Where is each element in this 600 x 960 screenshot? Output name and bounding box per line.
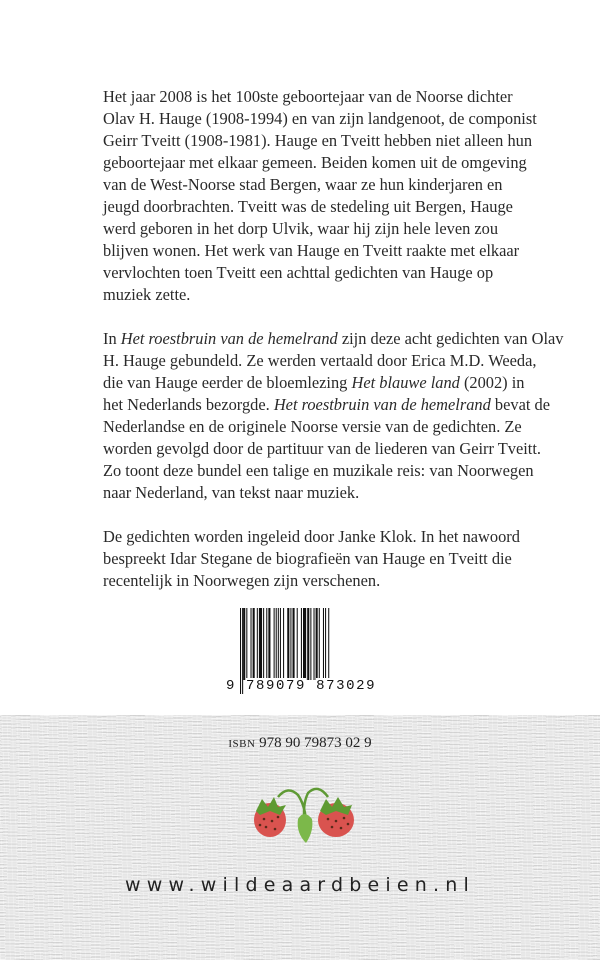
text-line [103, 394, 550, 416]
text-line [103, 460, 534, 482]
text-line [103, 548, 523, 570]
text-line [103, 240, 523, 262]
text-line [103, 262, 523, 284]
text-segment: Het jaar 2008 is het 100ste geboortejaar van de Noorse dichter [103, 87, 513, 106]
text-line [103, 86, 523, 108]
text-segment: De gedichten worden ingeleid door Janke Klok. In het nawoord [103, 527, 520, 546]
barcode-right-digits: 873029 [316, 678, 377, 694]
barcode-bar [319, 608, 320, 680]
barcode-bar [268, 608, 270, 680]
text-segment: naar Nederland, van tekst naar muziek. [103, 483, 360, 502]
barcode-bar [276, 608, 277, 680]
text-line [103, 196, 523, 218]
isbn-label: ISBN [228, 738, 256, 750]
text-line [103, 218, 523, 240]
text-segment: geboortejaar met elkaar gemeen. Beiden komen uit de omgeving [103, 153, 527, 172]
barcode-bar [301, 608, 302, 680]
text-segment: zijn deze acht gedichten van Olav [337, 329, 564, 348]
barcode-first-digit: 9 [226, 678, 237, 694]
barcode-bar [314, 608, 315, 680]
barcode-bar [274, 608, 275, 680]
barcode-bar [293, 608, 295, 680]
barcode-digits [226, 678, 386, 694]
text-segment: worden gevolgd door de partituur van de liederen van Geirr Tveitt. [103, 439, 542, 458]
barcode-bar [316, 608, 318, 680]
barcode-bar [278, 608, 279, 680]
text-segment: recentelijk in Noorwegen zijn verschenen. [103, 571, 381, 590]
text-segment: die van Hauge eerder de bloemlezing [103, 373, 352, 392]
back-cover-text [103, 86, 564, 614]
barcode [226, 604, 386, 700]
text-segment: Geirr Tveitt (1908-1981). Hauge en Tveitt hebben niet alleen hun [103, 131, 533, 150]
book-title: Het roestbruin van de hemelrand [273, 395, 491, 414]
text-line [103, 130, 533, 152]
barcode-bar [290, 608, 291, 680]
text-line [103, 152, 527, 174]
text-segment: het Nederlands bezorgde. [103, 395, 274, 414]
text-line [103, 350, 537, 372]
text-line [103, 482, 523, 504]
text-line [103, 570, 523, 592]
book-title: Het roestbruin van de hemelrand [120, 329, 338, 348]
barcode-bar [323, 608, 324, 680]
barcode-bar [263, 608, 264, 680]
text-segment: In [103, 329, 121, 348]
barcode-left-digits: 789079 [246, 678, 307, 694]
text-segment: muziek zette. [103, 285, 191, 304]
text-line [103, 328, 564, 350]
barcode-bar [287, 608, 289, 680]
barcode-bar [253, 608, 255, 680]
book-title: Het blauwe land [351, 373, 460, 392]
text-segment: Nederlandse en de originele Noorse versie van de gedichten. Ze [103, 417, 522, 436]
barcode-bar [307, 608, 309, 680]
text-segment: (2002) in [459, 373, 525, 392]
barcode-bar [257, 608, 258, 680]
paragraph [103, 328, 564, 504]
text-line [103, 438, 542, 460]
barcode-bar [251, 608, 252, 680]
text-segment: van de West-Noorse stad Bergen, waar ze hun kinderjaren en [103, 175, 503, 194]
text-segment: jeugd doorbrachten. Tveitt was de stedeling uit Bergen, Hauge [103, 197, 513, 216]
strawberries-logo-icon [248, 785, 358, 850]
text-line [103, 372, 523, 394]
isbn [0, 735, 600, 752]
text-segment: werd geboren in het dorp Ulvik, waar hij zijn hele leven zou [103, 219, 499, 238]
barcode-bar [303, 608, 306, 680]
text-line [103, 526, 523, 548]
text-segment: vervlochten toen Tveitt een achttal gedichten van Hauge op [103, 263, 494, 282]
text-segment: H. Hauge gebundeld. Ze werden vertaald door Erica M.D. Weeda, [103, 351, 537, 370]
paragraph [103, 86, 537, 306]
barcode-bar [259, 608, 262, 680]
text-segment: Zo toont deze bundel een talige en muzikale reis: van Noorwegen [103, 461, 534, 480]
barcode-bar [243, 608, 245, 680]
text-segment: bespreekt Idar Stegane de biografieën van Hauge en Tveitt die [103, 549, 512, 568]
text-line [103, 284, 523, 306]
text-segment: bevat de [490, 395, 550, 414]
publisher-url[interactable]: www.wildeaardbeien.nl [125, 874, 475, 896]
isbn-number: 978 90 79873 02 9 [259, 735, 372, 751]
paragraph [103, 526, 523, 592]
text-segment: blijven wonen. Het werk van Hauge en Tveitt raakte met elkaar [103, 241, 520, 260]
text-segment: Olav H. Hauge (1908-1994) en van zijn landgenoot, de componist [103, 109, 537, 128]
barcode-bar [297, 608, 298, 680]
barcode-bar [310, 608, 311, 680]
text-line [103, 108, 537, 130]
barcode-bar [280, 608, 281, 680]
barcode-bar [266, 608, 267, 680]
text-line [103, 174, 523, 196]
text-line [103, 416, 523, 438]
barcode-bar [246, 608, 247, 680]
barcode-bar [325, 608, 326, 680]
